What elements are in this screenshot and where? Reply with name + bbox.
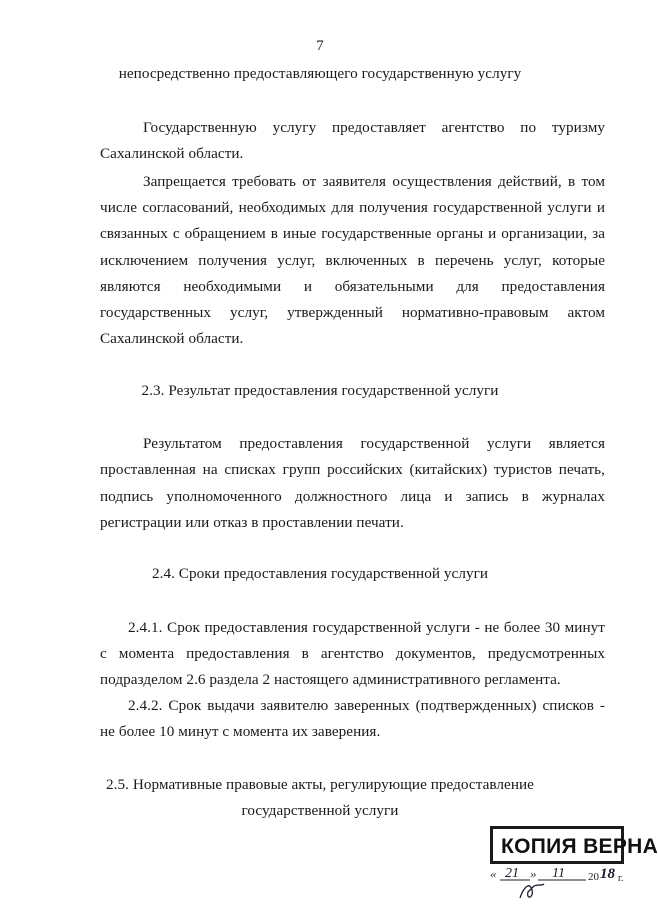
text-line: с момента предоставления в агентство документов, предусмотренных [100,645,605,662]
stamp-open-quote: « [490,866,497,881]
text-line: исключением получения услуг, включенных в перечень услуг, которые [100,252,605,269]
stamp-day: 21 [505,866,519,881]
text-line: регистрации или отказ в проставлении печати. [100,514,404,531]
text-line: Результатом предоставления государственной услуги является [143,435,605,452]
stamp-month: 11 [552,866,565,881]
text-line: подпись уполномоченного должностного лица и запись в журналах [100,488,605,505]
text-line: 2.4.1. Срок предоставления государственной услуги - не более 30 минут [128,619,605,636]
text-line: государственных услуг, утвержденный нормативно-правовым актом [100,304,605,321]
text-line: Сахалинской области. [100,330,244,347]
text-line: 2.4.2. Срок выдачи заявителю заверенных (подтвержденных) списков - [128,697,605,714]
section-heading: 2.5. Нормативные правовые акты, регулирующие предоставление [106,776,534,793]
page-number: 7 [316,38,324,54]
certified-copy-stamp [490,824,658,900]
stamp-title: КОПИЯ ВЕРНА [501,835,658,858]
text-line: непосредственно предоставляющего государственную услугу [118,65,522,82]
text-line: связанных с обращением в иные государственные органы и организации, за [100,225,605,242]
text-line: Сахалинской области. [100,145,244,162]
stamp-year-prefix: 20 [588,871,599,883]
section-heading: 2.3. Результат предоставления государственной услуги [141,382,499,399]
text-line: являются необходимыми и обязательными для предоставления [100,278,605,295]
stamp-year-mark: г. [618,873,624,884]
stamp-year-suffix: 18 [600,866,615,882]
stamp-date [490,860,630,900]
signature [520,884,544,898]
section-heading: 2.4. Сроки предоставления государственной услуги [151,565,489,582]
text-line: числе согласований, необходимых для получения государственной услуги и [100,199,605,216]
text-line: Государственную услугу предоставляет агентство по туризму [143,119,605,136]
text-line: Запрещается требовать от заявителя осуществления действий, в том [143,173,605,190]
section-heading: государственной услуги [241,802,399,819]
text-line: не более 10 минут с момента их заверения. [100,723,381,740]
text-line: подразделом 2.6 раздела 2 настоящего административного регламента. [100,671,561,688]
stamp-frame [490,826,658,864]
stamp-close-quote: » [530,866,537,881]
text-line: проставленная на списках групп российских (китайских) туристов печать, [100,461,605,478]
